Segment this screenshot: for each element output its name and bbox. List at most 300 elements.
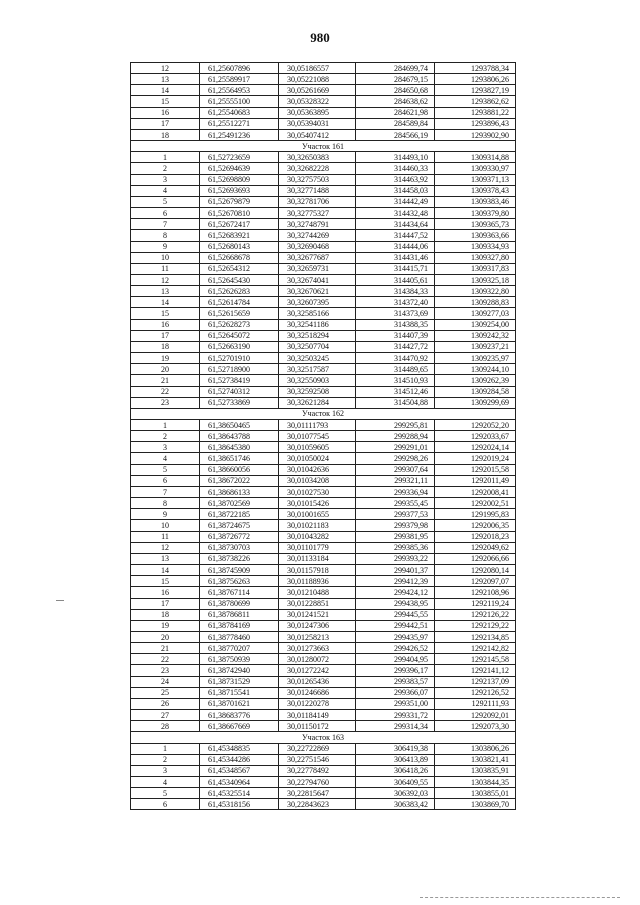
table-row bbox=[131, 676, 516, 687]
longitude-cell: 30,32518294 bbox=[279, 330, 356, 341]
x-coordinate-cell: 299383,57 bbox=[356, 676, 435, 687]
latitude-cell: 61,38726772 bbox=[200, 531, 279, 542]
x-coordinate-cell: 299314,34 bbox=[356, 721, 435, 732]
longitude-cell: 30,32550903 bbox=[279, 375, 356, 386]
y-coordinate-cell: 1309327,80 bbox=[435, 252, 516, 263]
table-row bbox=[131, 609, 516, 620]
point-number-cell: 9 bbox=[131, 509, 200, 520]
latitude-cell: 61,52645072 bbox=[200, 330, 279, 341]
table-row bbox=[131, 230, 516, 241]
latitude-cell: 61,52683921 bbox=[200, 230, 279, 241]
table-row bbox=[131, 520, 516, 531]
x-coordinate-cell: 299351,00 bbox=[356, 698, 435, 709]
latitude-cell: 61,25491236 bbox=[200, 129, 279, 140]
y-coordinate-cell: 1292019,24 bbox=[435, 453, 516, 464]
longitude-cell: 30,32682228 bbox=[279, 163, 356, 174]
bottom-dashed-rule bbox=[420, 897, 620, 898]
point-number-cell: 16 bbox=[131, 319, 200, 330]
latitude-cell: 61,38738226 bbox=[200, 553, 279, 564]
y-coordinate-cell: 1303821,41 bbox=[435, 754, 516, 765]
table-row bbox=[131, 475, 516, 486]
table-row bbox=[131, 252, 516, 263]
longitude-cell: 30,01015426 bbox=[279, 498, 356, 509]
point-number-cell: 10 bbox=[131, 520, 200, 531]
longitude-cell: 30,05363895 bbox=[279, 107, 356, 118]
y-coordinate-cell: 1292008,41 bbox=[435, 486, 516, 497]
page-number: 980 bbox=[310, 30, 330, 45]
table-row bbox=[131, 754, 516, 765]
y-coordinate-cell: 1309334,93 bbox=[435, 241, 516, 252]
y-coordinate-cell: 1292142,82 bbox=[435, 643, 516, 654]
point-number-cell: 11 bbox=[131, 531, 200, 542]
latitude-cell: 61,38660056 bbox=[200, 464, 279, 475]
point-number-cell: 17 bbox=[131, 598, 200, 609]
y-coordinate-cell: 1293881,22 bbox=[435, 107, 516, 118]
latitude-cell: 61,38780699 bbox=[200, 598, 279, 609]
latitude-cell: 61,52668678 bbox=[200, 252, 279, 263]
longitude-cell: 30,01246686 bbox=[279, 687, 356, 698]
x-coordinate-cell: 314405,61 bbox=[356, 274, 435, 285]
longitude-cell: 30,22794760 bbox=[279, 777, 356, 788]
latitude-cell: 61,38731529 bbox=[200, 676, 279, 687]
longitude-cell: 30,01042636 bbox=[279, 464, 356, 475]
longitude-cell: 30,01272242 bbox=[279, 665, 356, 676]
table-row bbox=[131, 397, 516, 408]
y-coordinate-cell: 1292119,24 bbox=[435, 598, 516, 609]
point-number-cell: 15 bbox=[131, 308, 200, 319]
table-row bbox=[131, 274, 516, 285]
x-coordinate-cell: 314444,06 bbox=[356, 241, 435, 252]
latitude-cell: 61,25589917 bbox=[200, 74, 279, 85]
point-number-cell: 14 bbox=[131, 565, 200, 576]
point-number-cell: 14 bbox=[131, 85, 200, 96]
y-coordinate-cell: 1309378,43 bbox=[435, 185, 516, 196]
longitude-cell: 30,32541186 bbox=[279, 319, 356, 330]
longitude-cell: 30,05394031 bbox=[279, 118, 356, 129]
longitude-cell: 30,05407412 bbox=[279, 129, 356, 140]
x-coordinate-cell: 314470,92 bbox=[356, 353, 435, 364]
latitude-cell: 61,38667669 bbox=[200, 721, 279, 732]
point-number-cell: 9 bbox=[131, 241, 200, 252]
x-coordinate-cell: 314434,64 bbox=[356, 219, 435, 230]
latitude-cell: 61,38767114 bbox=[200, 587, 279, 598]
y-coordinate-cell: 1292141,12 bbox=[435, 665, 516, 676]
table-row bbox=[131, 107, 516, 118]
table-row bbox=[131, 665, 516, 676]
table-row bbox=[131, 464, 516, 475]
point-number-cell: 17 bbox=[131, 118, 200, 129]
x-coordinate-cell: 299445,55 bbox=[356, 609, 435, 620]
latitude-cell: 61,45344286 bbox=[200, 754, 279, 765]
x-coordinate-cell: 284566,19 bbox=[356, 129, 435, 140]
x-coordinate-cell: 314460,33 bbox=[356, 163, 435, 174]
table-row bbox=[131, 308, 516, 319]
margin-mark bbox=[56, 600, 64, 601]
latitude-cell: 61,45348567 bbox=[200, 765, 279, 776]
x-coordinate-cell: 299377,53 bbox=[356, 509, 435, 520]
y-coordinate-cell: 1292126,22 bbox=[435, 609, 516, 620]
longitude-cell: 30,01273663 bbox=[279, 643, 356, 654]
x-coordinate-cell: 314384,33 bbox=[356, 286, 435, 297]
point-number-cell: 16 bbox=[131, 107, 200, 118]
table-row bbox=[131, 241, 516, 252]
x-coordinate-cell: 299435,97 bbox=[356, 631, 435, 642]
longitude-cell: 30,22843623 bbox=[279, 799, 356, 810]
longitude-cell: 30,01034208 bbox=[279, 475, 356, 486]
latitude-cell: 61,52693693 bbox=[200, 185, 279, 196]
latitude-cell: 61,25512271 bbox=[200, 118, 279, 129]
table-row bbox=[131, 620, 516, 631]
x-coordinate-cell: 314427,72 bbox=[356, 341, 435, 352]
longitude-cell: 30,01077545 bbox=[279, 431, 356, 442]
latitude-cell: 61,38778460 bbox=[200, 631, 279, 642]
y-coordinate-cell: 1309277,03 bbox=[435, 308, 516, 319]
point-number-cell: 13 bbox=[131, 74, 200, 85]
point-number-cell: 16 bbox=[131, 587, 200, 598]
longitude-cell: 30,01247306 bbox=[279, 620, 356, 631]
longitude-cell: 30,01021183 bbox=[279, 520, 356, 531]
point-number-cell: 1 bbox=[131, 743, 200, 754]
y-coordinate-cell: 1309365,73 bbox=[435, 219, 516, 230]
point-number-cell: 2 bbox=[131, 754, 200, 765]
x-coordinate-cell: 306419,38 bbox=[356, 743, 435, 754]
longitude-cell: 30,01059605 bbox=[279, 442, 356, 453]
x-coordinate-cell: 314512,46 bbox=[356, 386, 435, 397]
longitude-cell: 30,32781706 bbox=[279, 196, 356, 207]
y-coordinate-cell: 1309242,32 bbox=[435, 330, 516, 341]
table-row bbox=[131, 643, 516, 654]
x-coordinate-cell: 299307,64 bbox=[356, 464, 435, 475]
x-coordinate-cell: 299366,07 bbox=[356, 687, 435, 698]
section-title: Участок 162 bbox=[131, 408, 516, 419]
latitude-cell: 61,52738419 bbox=[200, 375, 279, 386]
point-number-cell: 15 bbox=[131, 576, 200, 587]
y-coordinate-cell: 1303869,70 bbox=[435, 799, 516, 810]
longitude-cell: 30,32503245 bbox=[279, 353, 356, 364]
latitude-cell: 61,52740312 bbox=[200, 386, 279, 397]
point-number-cell: 20 bbox=[131, 364, 200, 375]
y-coordinate-cell: 1292111,93 bbox=[435, 698, 516, 709]
point-number-cell: 13 bbox=[131, 286, 200, 297]
longitude-cell: 30,32507704 bbox=[279, 341, 356, 352]
latitude-cell: 61,38683776 bbox=[200, 710, 279, 721]
y-coordinate-cell: 1292073,30 bbox=[435, 721, 516, 732]
y-coordinate-cell: 1292108,96 bbox=[435, 587, 516, 598]
latitude-cell: 61,25555100 bbox=[200, 96, 279, 107]
table-row bbox=[131, 74, 516, 85]
table-row bbox=[131, 453, 516, 464]
table-row bbox=[131, 498, 516, 509]
table-row bbox=[131, 542, 516, 553]
longitude-cell: 30,32775327 bbox=[279, 208, 356, 219]
longitude-cell: 30,01241521 bbox=[279, 609, 356, 620]
x-coordinate-cell: 299321,11 bbox=[356, 475, 435, 486]
longitude-cell: 30,32748791 bbox=[279, 219, 356, 230]
y-coordinate-cell: 1292033,67 bbox=[435, 431, 516, 442]
longitude-cell: 30,32650383 bbox=[279, 152, 356, 163]
table-row bbox=[131, 96, 516, 107]
y-coordinate-cell: 1309317,83 bbox=[435, 263, 516, 274]
table-row bbox=[131, 576, 516, 587]
y-coordinate-cell: 1292024,14 bbox=[435, 442, 516, 453]
longitude-cell: 30,01220278 bbox=[279, 698, 356, 709]
table-row bbox=[131, 598, 516, 609]
table-row bbox=[131, 297, 516, 308]
latitude-cell: 61,38722185 bbox=[200, 509, 279, 520]
x-coordinate-cell: 299404,95 bbox=[356, 654, 435, 665]
latitude-cell: 61,38650465 bbox=[200, 420, 279, 431]
latitude-cell: 61,45340964 bbox=[200, 777, 279, 788]
longitude-cell: 30,32674041 bbox=[279, 274, 356, 285]
latitude-cell: 61,45325514 bbox=[200, 788, 279, 799]
longitude-cell: 30,32744269 bbox=[279, 230, 356, 241]
point-number-cell: 18 bbox=[131, 609, 200, 620]
longitude-cell: 30,32677687 bbox=[279, 252, 356, 263]
latitude-cell: 61,52698809 bbox=[200, 174, 279, 185]
x-coordinate-cell: 284679,15 bbox=[356, 74, 435, 85]
x-coordinate-cell: 314463,92 bbox=[356, 174, 435, 185]
latitude-cell: 61,38750939 bbox=[200, 654, 279, 665]
table-row bbox=[131, 531, 516, 542]
section-title: Участок 161 bbox=[131, 141, 516, 152]
latitude-cell: 61,38645380 bbox=[200, 442, 279, 453]
point-number-cell: 23 bbox=[131, 397, 200, 408]
table-row bbox=[131, 63, 516, 74]
longitude-cell: 30,01184149 bbox=[279, 710, 356, 721]
y-coordinate-cell: 1309379,80 bbox=[435, 208, 516, 219]
latitude-cell: 61,38786811 bbox=[200, 609, 279, 620]
x-coordinate-cell: 314489,65 bbox=[356, 364, 435, 375]
latitude-cell: 61,38756263 bbox=[200, 576, 279, 587]
latitude-cell: 61,25540683 bbox=[200, 107, 279, 118]
latitude-cell: 61,38702569 bbox=[200, 498, 279, 509]
point-number-cell: 20 bbox=[131, 631, 200, 642]
table-row bbox=[131, 587, 516, 598]
y-coordinate-cell: 1309330,97 bbox=[435, 163, 516, 174]
point-number-cell: 4 bbox=[131, 185, 200, 196]
longitude-cell: 30,22778492 bbox=[279, 765, 356, 776]
x-coordinate-cell: 299298,26 bbox=[356, 453, 435, 464]
latitude-cell: 61,52733869 bbox=[200, 397, 279, 408]
latitude-cell: 61,45348835 bbox=[200, 743, 279, 754]
table-row bbox=[131, 442, 516, 453]
y-coordinate-cell: 1303806,26 bbox=[435, 743, 516, 754]
longitude-cell: 30,22751546 bbox=[279, 754, 356, 765]
point-number-cell: 19 bbox=[131, 620, 200, 631]
table-row bbox=[131, 777, 516, 788]
point-number-cell: 10 bbox=[131, 252, 200, 263]
point-number-cell: 18 bbox=[131, 129, 200, 140]
point-number-cell: 2 bbox=[131, 163, 200, 174]
table-row bbox=[131, 174, 516, 185]
table-row bbox=[131, 364, 516, 375]
latitude-cell: 61,38686133 bbox=[200, 486, 279, 497]
x-coordinate-cell: 314504,88 bbox=[356, 397, 435, 408]
point-number-cell: 6 bbox=[131, 208, 200, 219]
table-row bbox=[131, 721, 516, 732]
y-coordinate-cell: 1291995,83 bbox=[435, 509, 516, 520]
point-number-cell: 2 bbox=[131, 431, 200, 442]
latitude-cell: 61,38701621 bbox=[200, 698, 279, 709]
table-row bbox=[131, 486, 516, 497]
y-coordinate-cell: 1293902,90 bbox=[435, 129, 516, 140]
y-coordinate-cell: 1303835,91 bbox=[435, 765, 516, 776]
point-number-cell: 12 bbox=[131, 274, 200, 285]
x-coordinate-cell: 299424,12 bbox=[356, 587, 435, 598]
latitude-cell: 61,38730703 bbox=[200, 542, 279, 553]
x-coordinate-cell: 299426,52 bbox=[356, 643, 435, 654]
longitude-cell: 30,32517587 bbox=[279, 364, 356, 375]
longitude-cell: 30,01027530 bbox=[279, 486, 356, 497]
y-coordinate-cell: 1309299,69 bbox=[435, 397, 516, 408]
point-number-cell: 3 bbox=[131, 765, 200, 776]
table-row bbox=[131, 341, 516, 352]
table-row bbox=[131, 163, 516, 174]
table-row bbox=[131, 129, 516, 140]
longitude-cell: 30,01157918 bbox=[279, 565, 356, 576]
latitude-cell: 61,38715541 bbox=[200, 687, 279, 698]
point-number-cell: 6 bbox=[131, 475, 200, 486]
latitude-cell: 61,52672417 bbox=[200, 219, 279, 230]
latitude-cell: 61,25607896 bbox=[200, 63, 279, 74]
longitude-cell: 30,32607395 bbox=[279, 297, 356, 308]
longitude-cell: 30,32592508 bbox=[279, 386, 356, 397]
x-coordinate-cell: 306413,89 bbox=[356, 754, 435, 765]
y-coordinate-cell: 1309288,83 bbox=[435, 297, 516, 308]
x-coordinate-cell: 306418,26 bbox=[356, 765, 435, 776]
latitude-cell: 61,38745909 bbox=[200, 565, 279, 576]
point-number-cell: 7 bbox=[131, 486, 200, 497]
point-number-cell: 13 bbox=[131, 553, 200, 564]
longitude-cell: 30,32621284 bbox=[279, 397, 356, 408]
x-coordinate-cell: 284589,84 bbox=[356, 118, 435, 129]
y-coordinate-cell: 1292145,58 bbox=[435, 654, 516, 665]
x-coordinate-cell: 284699,74 bbox=[356, 63, 435, 74]
latitude-cell: 61,52718900 bbox=[200, 364, 279, 375]
point-number-cell: 17 bbox=[131, 330, 200, 341]
coordinates-table-body bbox=[131, 63, 516, 810]
point-number-cell: 22 bbox=[131, 654, 200, 665]
point-number-cell: 7 bbox=[131, 219, 200, 230]
y-coordinate-cell: 1293788,34 bbox=[435, 63, 516, 74]
y-coordinate-cell: 1309363,66 bbox=[435, 230, 516, 241]
longitude-cell: 30,01133184 bbox=[279, 553, 356, 564]
section-header-row bbox=[131, 732, 516, 743]
table-row bbox=[131, 286, 516, 297]
y-coordinate-cell: 1303844,35 bbox=[435, 777, 516, 788]
table-row bbox=[131, 375, 516, 386]
y-coordinate-cell: 1309244,10 bbox=[435, 364, 516, 375]
y-coordinate-cell: 1292126,52 bbox=[435, 687, 516, 698]
table-row bbox=[131, 687, 516, 698]
point-number-cell: 14 bbox=[131, 297, 200, 308]
point-number-cell: 15 bbox=[131, 96, 200, 107]
y-coordinate-cell: 1303855,01 bbox=[435, 788, 516, 799]
point-number-cell: 3 bbox=[131, 174, 200, 185]
x-coordinate-cell: 314373,69 bbox=[356, 308, 435, 319]
point-number-cell: 19 bbox=[131, 353, 200, 364]
table-row bbox=[131, 654, 516, 665]
point-number-cell: 23 bbox=[131, 665, 200, 676]
table-row bbox=[131, 698, 516, 709]
longitude-cell: 30,01188936 bbox=[279, 576, 356, 587]
longitude-cell: 30,32690468 bbox=[279, 241, 356, 252]
point-number-cell: 8 bbox=[131, 498, 200, 509]
x-coordinate-cell: 314493,10 bbox=[356, 152, 435, 163]
y-coordinate-cell: 1292137,09 bbox=[435, 676, 516, 687]
x-coordinate-cell: 299396,17 bbox=[356, 665, 435, 676]
y-coordinate-cell: 1292092,01 bbox=[435, 710, 516, 721]
table-row bbox=[131, 386, 516, 397]
table-row bbox=[131, 431, 516, 442]
longitude-cell: 30,01001655 bbox=[279, 509, 356, 520]
latitude-cell: 61,52615659 bbox=[200, 308, 279, 319]
y-coordinate-cell: 1309383,46 bbox=[435, 196, 516, 207]
longitude-cell: 30,22815647 bbox=[279, 788, 356, 799]
y-coordinate-cell: 1309314,88 bbox=[435, 152, 516, 163]
point-number-cell: 4 bbox=[131, 453, 200, 464]
latitude-cell: 61,38672022 bbox=[200, 475, 279, 486]
y-coordinate-cell: 1309322,80 bbox=[435, 286, 516, 297]
y-coordinate-cell: 1292002,51 bbox=[435, 498, 516, 509]
x-coordinate-cell: 306409,55 bbox=[356, 777, 435, 788]
y-coordinate-cell: 1293862,62 bbox=[435, 96, 516, 107]
table-row bbox=[131, 743, 516, 754]
point-number-cell: 5 bbox=[131, 464, 200, 475]
x-coordinate-cell: 299401,37 bbox=[356, 565, 435, 576]
point-number-cell: 22 bbox=[131, 386, 200, 397]
point-number-cell: 1 bbox=[131, 152, 200, 163]
table-row bbox=[131, 152, 516, 163]
point-number-cell: 11 bbox=[131, 263, 200, 274]
point-number-cell: 6 bbox=[131, 799, 200, 810]
x-coordinate-cell: 314372,40 bbox=[356, 297, 435, 308]
longitude-cell: 30,32757503 bbox=[279, 174, 356, 185]
point-number-cell: 5 bbox=[131, 788, 200, 799]
longitude-cell: 30,01228851 bbox=[279, 598, 356, 609]
x-coordinate-cell: 299288,94 bbox=[356, 431, 435, 442]
y-coordinate-cell: 1293806,26 bbox=[435, 74, 516, 85]
y-coordinate-cell: 1309254,00 bbox=[435, 319, 516, 330]
y-coordinate-cell: 1309371,13 bbox=[435, 174, 516, 185]
point-number-cell: 12 bbox=[131, 542, 200, 553]
point-number-cell: 24 bbox=[131, 676, 200, 687]
section-header-row bbox=[131, 141, 516, 152]
x-coordinate-cell: 314388,35 bbox=[356, 319, 435, 330]
x-coordinate-cell: 299355,45 bbox=[356, 498, 435, 509]
table-row bbox=[131, 710, 516, 721]
table-row bbox=[131, 788, 516, 799]
latitude-cell: 61,52680143 bbox=[200, 241, 279, 252]
y-coordinate-cell: 1292066,66 bbox=[435, 553, 516, 564]
longitude-cell: 30,05186557 bbox=[279, 63, 356, 74]
latitude-cell: 61,38742940 bbox=[200, 665, 279, 676]
latitude-cell: 61,38770207 bbox=[200, 643, 279, 654]
latitude-cell: 61,52654312 bbox=[200, 263, 279, 274]
y-coordinate-cell: 1292052,20 bbox=[435, 420, 516, 431]
y-coordinate-cell: 1292080,14 bbox=[435, 565, 516, 576]
point-number-cell: 27 bbox=[131, 710, 200, 721]
longitude-cell: 30,01280072 bbox=[279, 654, 356, 665]
table-row bbox=[131, 219, 516, 230]
y-coordinate-cell: 1292134,85 bbox=[435, 631, 516, 642]
section-header-row bbox=[131, 408, 516, 419]
x-coordinate-cell: 299336,94 bbox=[356, 486, 435, 497]
y-coordinate-cell: 1292011,49 bbox=[435, 475, 516, 486]
point-number-cell: 28 bbox=[131, 721, 200, 732]
point-number-cell: 26 bbox=[131, 698, 200, 709]
y-coordinate-cell: 1292049,62 bbox=[435, 542, 516, 553]
